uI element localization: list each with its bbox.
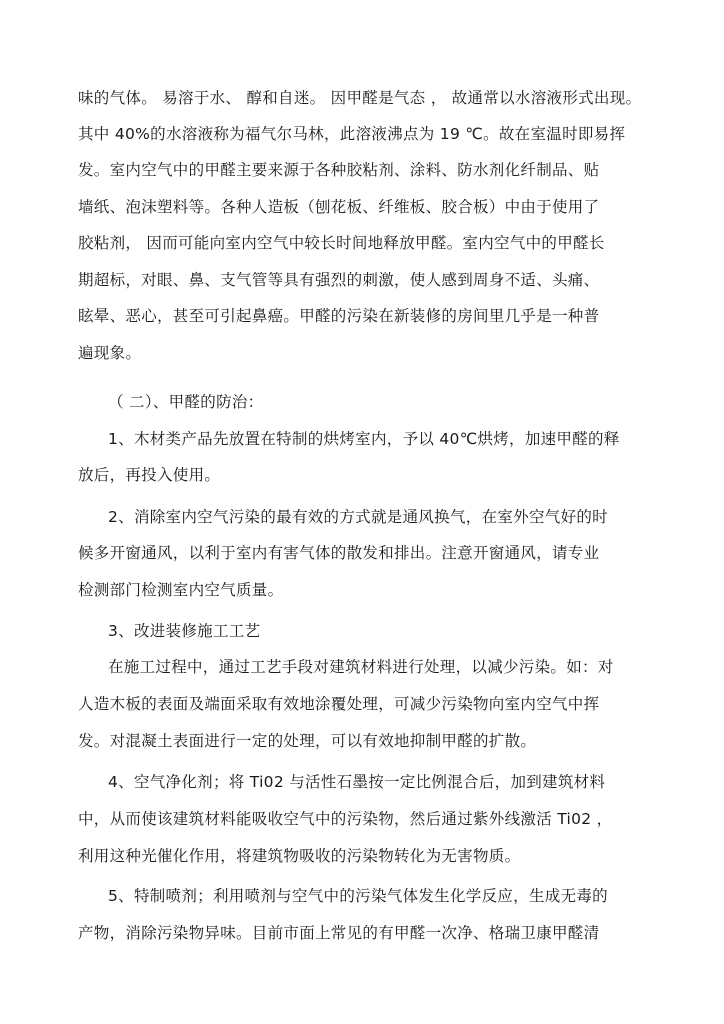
text-line-21: 利用这种光催化作用，将建筑物吸收的污染物转化为无害物质。 bbox=[78, 847, 521, 865]
text-line-22: 5、特制喷剂；利用喷剂与空气中的污染气体发生化学反应，生成无毒的 bbox=[108, 887, 608, 905]
text-line-19: 4、空气净化剂；将 Ti02 与活性石墨按一定比例混合后，加到建筑材料 bbox=[108, 773, 606, 791]
text-line-14: 检测部门检测室内空气质量。 bbox=[78, 581, 284, 599]
text-line-11: 放后，再投入使用。 bbox=[78, 466, 221, 484]
text-line-16: 在施工过程中，通过工艺手段对建筑材料进行处理，以减少污染。如：对 bbox=[108, 658, 614, 676]
subsection-heading: 3、改进装修施工工艺 bbox=[108, 622, 261, 640]
text-line-12: 2、消除室内空气污染的最有效的方式就是通风换气，在室外空气好的时 bbox=[108, 508, 608, 526]
text-line-8: 遍现象。 bbox=[78, 344, 142, 362]
text-line-13: 候多开窗通风，以利于室内有害气体的散发和排出。注意开窗通风，请专业 bbox=[78, 544, 600, 562]
text-line-2: 其中 40%的水溶液称为福气尔马林，此溶液沸点为 19 ℃。故在室温时即易挥 bbox=[78, 125, 626, 143]
text-line-4: 墙纸、泡沫塑料等。各种人造板（刨花板、纤维板、胶合板）中由于使用了 bbox=[78, 198, 600, 216]
text-line-18: 发。对混凝土表面进行一定的处理，可以有效地抑制甲醛的扩散。 bbox=[78, 732, 537, 750]
text-line-1: 味的气体。 易溶于水、 醇和自迷。 因甲醛是气态 ， 故通常以水溶液形式出现。 bbox=[78, 89, 642, 107]
text-line-17: 人造木板的表面及端面采取有效地涂覆处理，可减少污染物向室内空气中挥 bbox=[78, 695, 600, 713]
text-line-5: 胶粘剂， 因而可能向室内空气中较长时间地释放甲醛。室内空气中的甲醛长 bbox=[78, 234, 605, 252]
text-line-7: 眩晕、恶心，甚至可引起鼻癌。甲醛的污染在新装修的房间里几乎是一种普 bbox=[78, 307, 600, 325]
text-line-23: 产物，消除污染物异味。目前市面上常见的有甲醛一次净、格瑞卫康甲醛清 bbox=[78, 924, 600, 942]
text-line-10: 1、木材类产品先放置在特制的烘烤室内，予以 40℃烘烤，加速甲醛的释 bbox=[108, 430, 620, 448]
text-line-6: 期超标，对眼、鼻、支气管等具有强烈的刺激，使人感到周身不适、头痛、 bbox=[78, 271, 600, 289]
text-line-3: 发。室内空气中的甲醛主要来源于各种胶粘剂、涂料、防水剂化纤制品、贴 bbox=[78, 161, 600, 179]
section-heading: （ 二）、甲醛的防治： bbox=[108, 393, 264, 411]
text-line-20: 中，从而使该建筑材料能吸收空气中的污染物，然后通过紫外线激活 Ti02 ， bbox=[78, 810, 613, 828]
